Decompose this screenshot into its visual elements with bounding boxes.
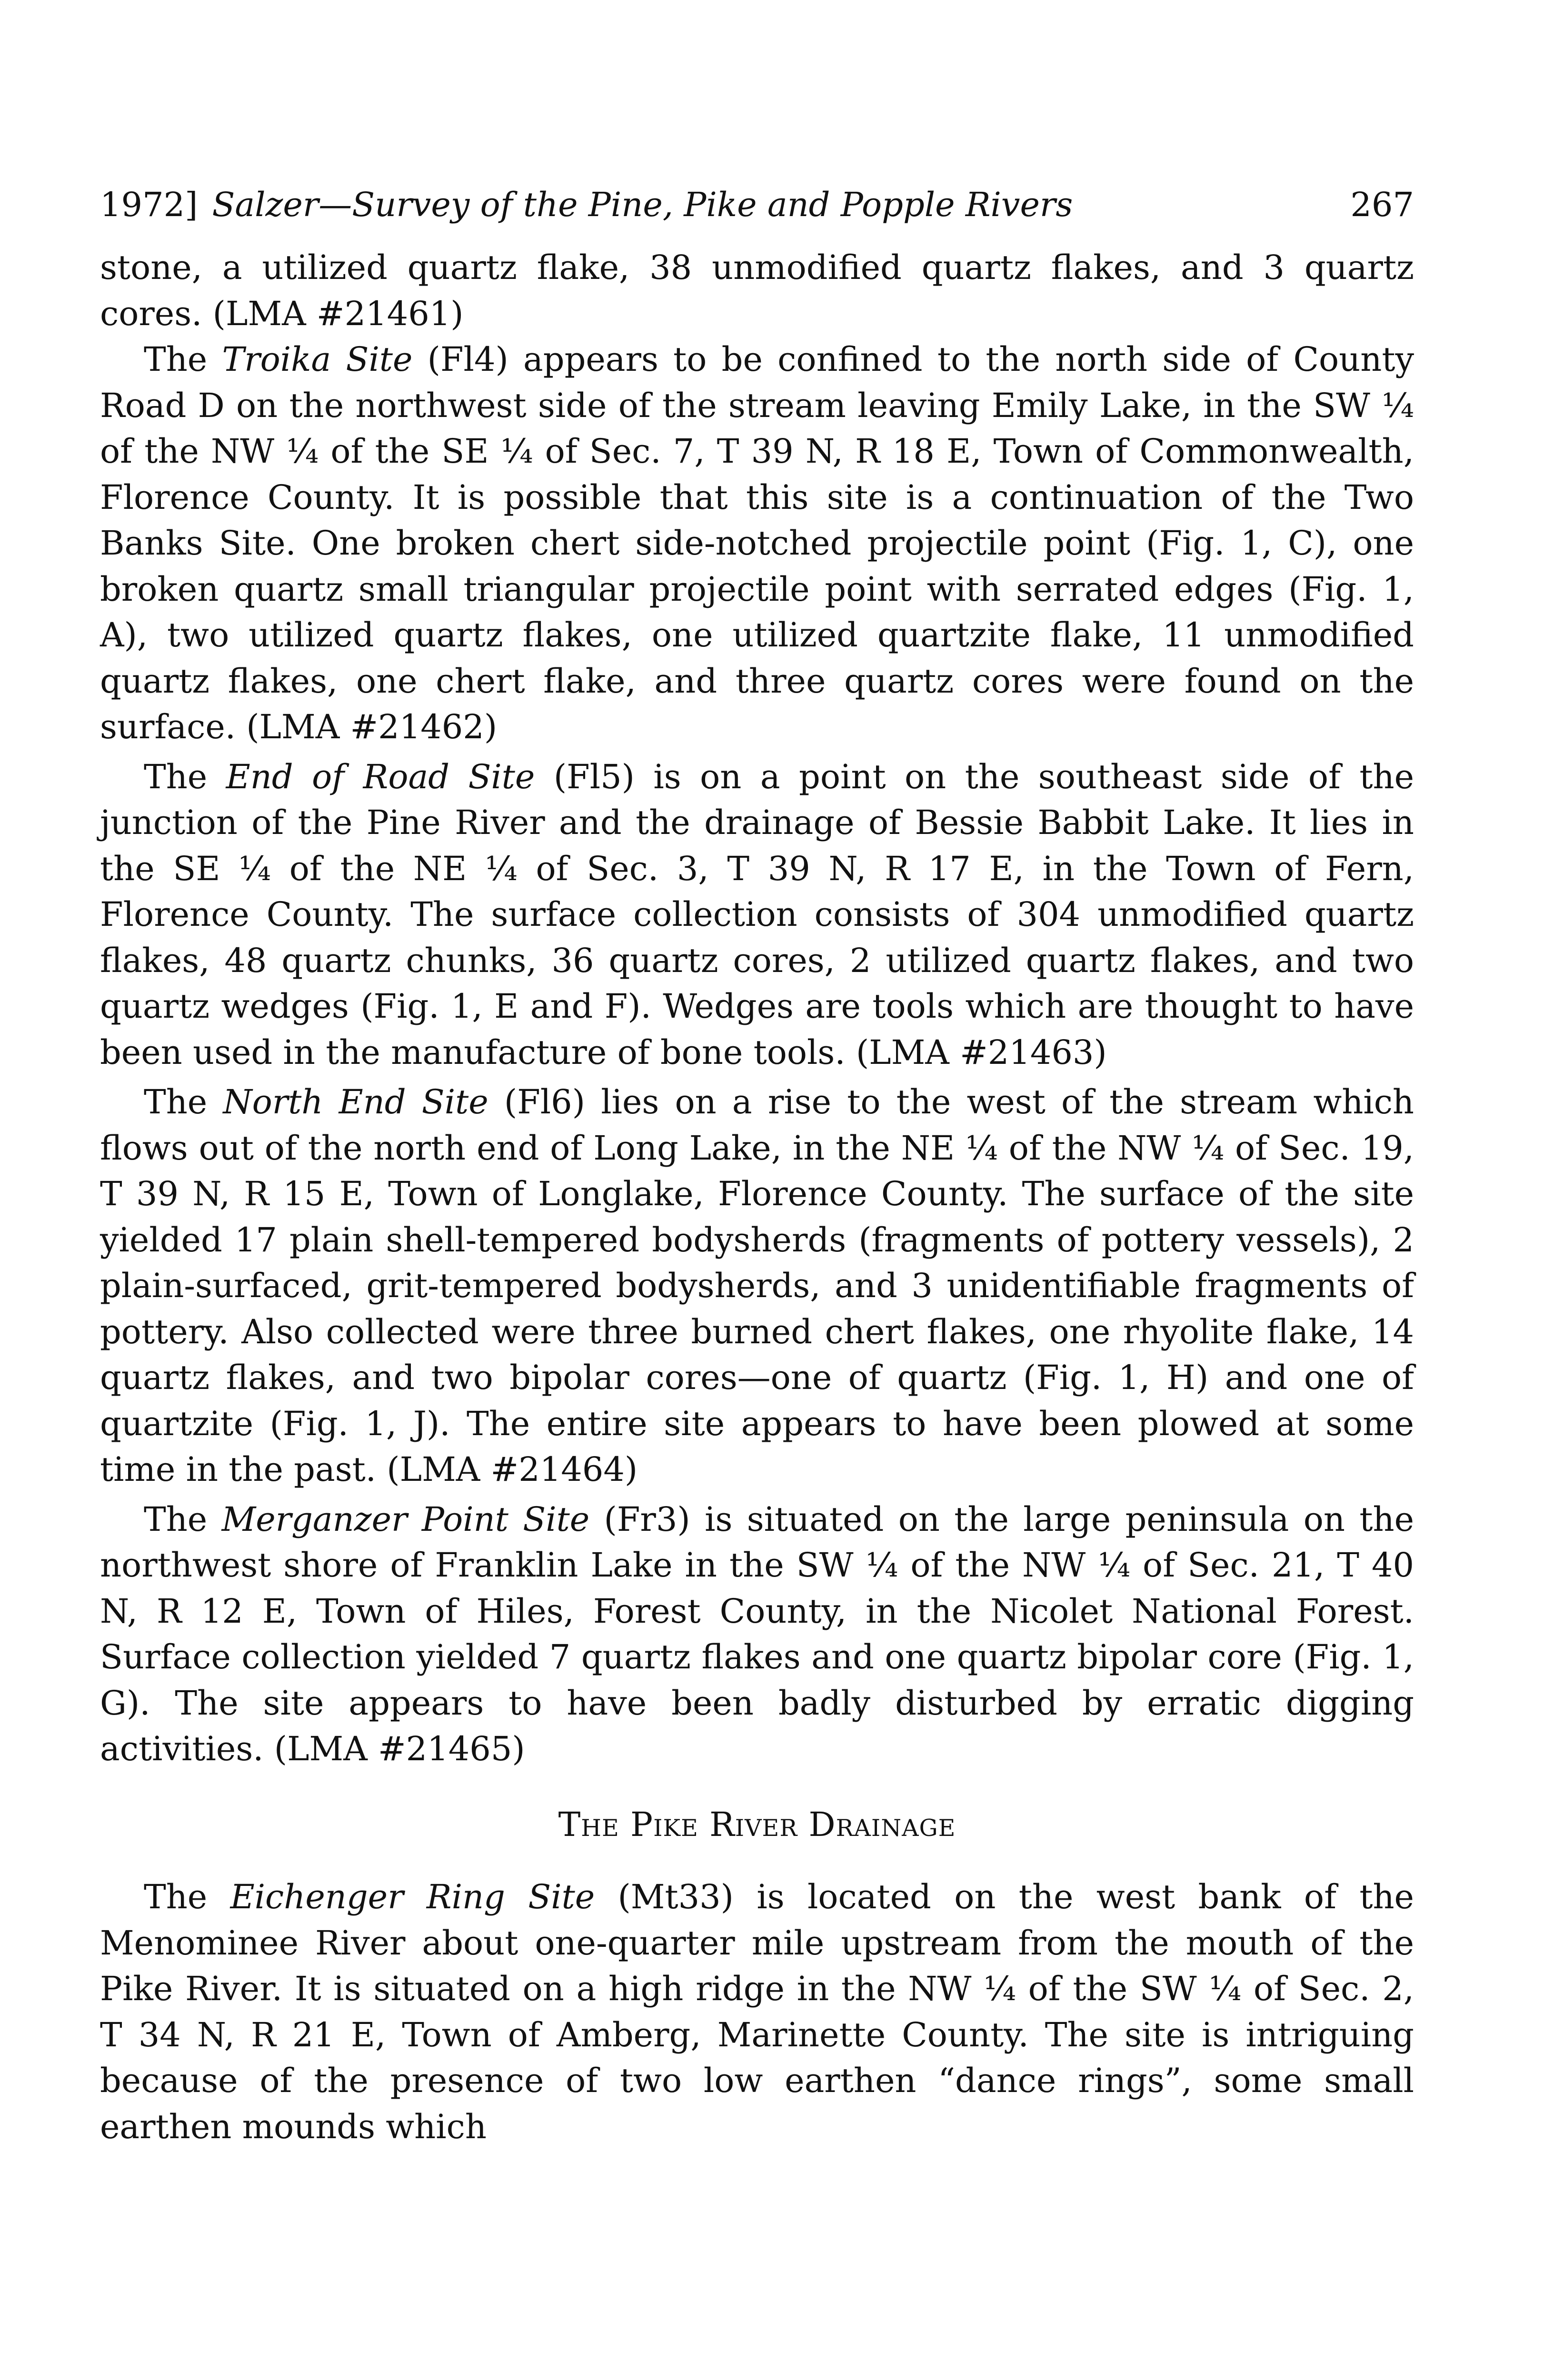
paragraph-lead-in: The bbox=[144, 340, 222, 379]
page bbox=[100, 181, 1414, 2150]
paragraph-text: (Fl5) is on a point on the southeast side of the junction of the Pine River and the drainage of Bessie Babbit Lake. It lies in the SE ¼ of the NE ¼ of Sec. 3, T 39 N, R 17 E, in the Town of Fern, Florence County. The surface collection consists of 304 unmodified quartz flakes, 48 quartz chunks, 36 quartz cores, 2 utilized quartz flakes, and two quartz wedges (Fig. 1, E and F). Wedges are tools which are thought to have been used in the manufacture of bone tools. (LMA #21463) bbox=[100, 757, 1414, 1072]
site-name: End of Road Site bbox=[226, 757, 535, 796]
paragraph-troika-site bbox=[100, 337, 1414, 750]
continued-paragraph bbox=[100, 245, 1414, 337]
paragraph-lead-in: The bbox=[144, 1082, 223, 1121]
site-name: North End Site bbox=[223, 1082, 488, 1121]
paragraph-end-of-road-site bbox=[100, 754, 1414, 1076]
paragraph-lead-in: The bbox=[144, 1499, 222, 1539]
running-head-title: Salzer—Survey of the Pine, Pike and Popple Rivers bbox=[212, 185, 1073, 224]
paragraph-lead-in: The bbox=[144, 1877, 230, 1916]
site-name: Troika Site bbox=[222, 340, 413, 379]
paragraph-text: (Fr3) is situated on the large peninsula on the northwest shore of Franklin Lake in the SW ¼ of the NW ¼ of Sec. 21, T 40 N, R 12 E, Town of Hiles, Forest County, in the Nicolet National Forest. Surface collection yielded 7 quartz flakes and one quartz bipolar core (Fig. 1, G). The site appears to have been badly disturbed by erratic digging activities. (LMA #21465) bbox=[100, 1499, 1414, 1768]
running-head bbox=[100, 181, 1414, 228]
paragraph-north-end-site bbox=[100, 1079, 1414, 1493]
paragraph-eichenger-ring-site bbox=[100, 1874, 1414, 2150]
section-heading: The Pike River Drainage bbox=[558, 1805, 956, 1844]
paragraph-text: (Mt33) is located on the west bank of the Menominee River about one-quarter mile upstream from the mouth of the Pike River. It is situated on a high ridge in the NW ¼ of the SW ¼ of Sec. 2, T 34 N, R 21 E, Town of Amberg, Marinette County. The site is intriguing because of the presence of two low earthen “dance rings”, some small earthen mounds which bbox=[100, 1877, 1414, 2146]
paragraph-text: stone, a utilized quartz flake, 38 unmodified quartz flakes, and 3 quartz cores. (LMA #21461) bbox=[100, 248, 1414, 333]
paragraph-lead-in: The bbox=[144, 757, 226, 796]
paragraph-text: (Fl6) lies on a rise to the west of the stream which flows out of the north end of Long Lake, in the NE ¼ of the NW ¼ of Sec. 19, T 39 N, R 15 E, Town of Longlake, Florence County. The surface of the site yielded 17 plain shell-tempered bodysherds (fragments of pottery vessels), 2 plain-surfaced, grit-tempered bodysherds, and 3 unidentifiable fragments of pottery. Also collected were three burned chert flakes, one rhyolite flake, 14 quartz flakes, and two bipolar cores—one of quartz (Fig. 1, H) and one of quartzite (Fig. 1, J). The entire site appears to have been plowed at some time in the past. (LMA #21464) bbox=[100, 1082, 1414, 1489]
site-name: Eichenger Ring Site bbox=[230, 1877, 595, 1916]
paragraph-text: (Fl4) appears to be confined to the north side of County Road D on the northwest side of the stream leaving Emily Lake, in the SW ¼ of the NW ¼ of the SE ¼ of Sec. 7, T 39 N, R 18 E, Town of Commonwealth, Florence County. It is possible that this site is a continuation of the Two Banks Site. One broken chert side-notched projectile point (Fig. 1, C), one broken quartz small triangular projectile point with serrated edges (Fig. 1, A), two utilized quartz flakes, one utilized quartzite flake, 11 unmodified quartz flakes, one chert flake, and three quartz cores were found on the surface. (LMA #21462) bbox=[100, 340, 1415, 746]
running-head-year: 1972] bbox=[100, 185, 198, 224]
paragraph-merganzer-point-site bbox=[100, 1497, 1414, 1772]
site-name: Merganzer Point Site bbox=[221, 1499, 590, 1539]
page-number: 267 bbox=[1350, 185, 1414, 224]
